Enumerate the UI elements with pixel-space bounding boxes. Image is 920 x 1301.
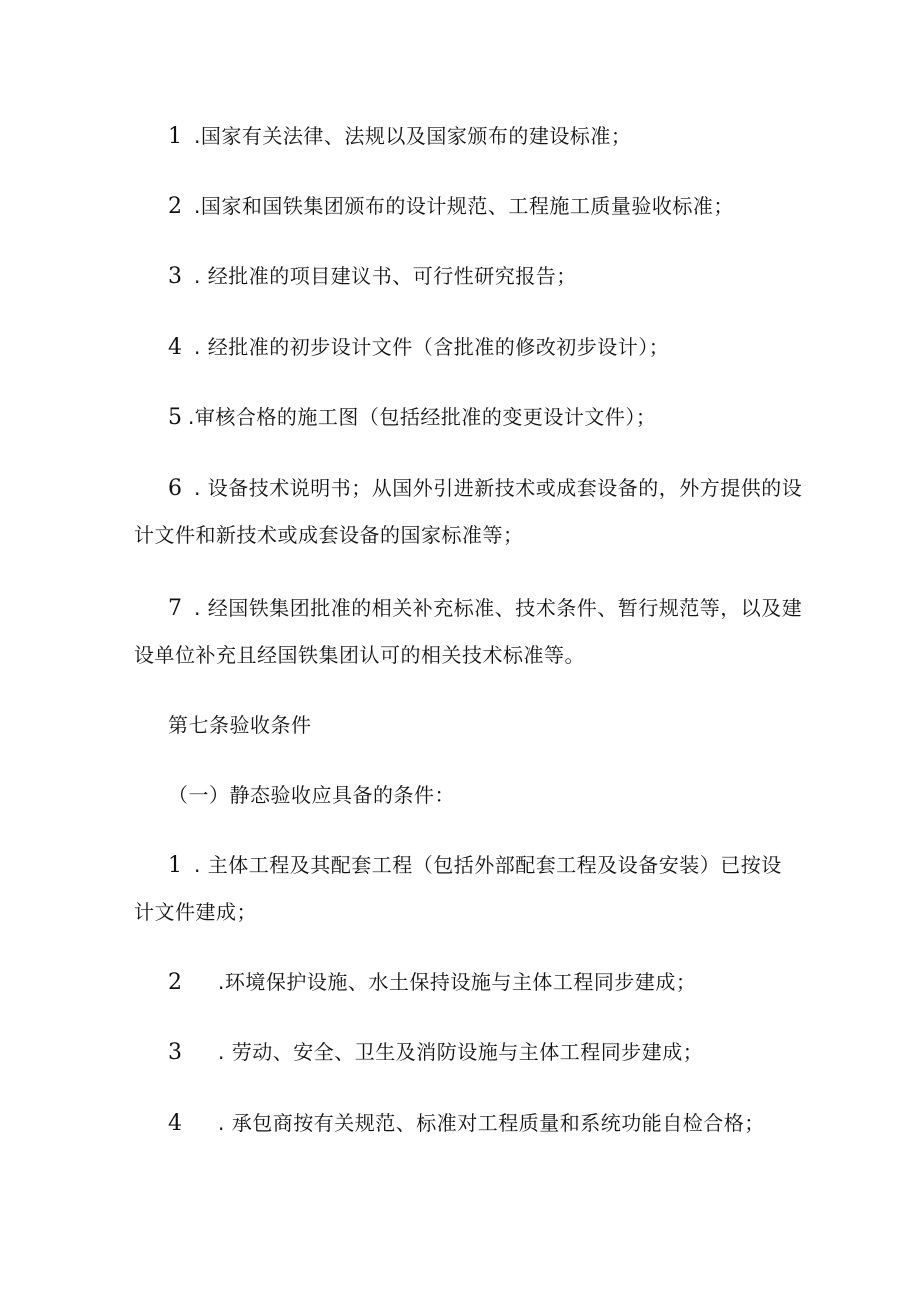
article-title: 第七条验收条件 [168, 713, 312, 737]
basis-item-3 [168, 262, 577, 291]
basis-item-6 [168, 474, 802, 503]
condition-item-1 [168, 851, 782, 880]
item-text: .审核合格的施工图（包括经批准的变更设计文件）； [188, 405, 657, 429]
item-text-continuation: 计文件建成； [134, 900, 257, 924]
item-text: . 经国铁集团批准的相关补充标准、技术条件、暂行规范等，以及建 [194, 596, 803, 620]
item-number: 3 [168, 1040, 183, 1065]
basis-item-4 [168, 333, 669, 362]
basis-item-1 [168, 122, 631, 151]
item-text-continuation: 计文件和新技术或成套设备的国家标准等； [134, 523, 524, 547]
item-number: 2 [168, 194, 183, 219]
item-number: 5 [168, 405, 183, 430]
item-number: 4 [168, 1111, 183, 1136]
item-text: .国家和国铁集团颁布的设计规范、工程施工质量验收标准； [194, 194, 734, 218]
basis-item-7 [168, 594, 802, 623]
item-number: 3 [168, 264, 183, 289]
item-text: . 设备技术说明书；从国外引进新技术或成套设备的，外方提供的设 [194, 476, 803, 500]
basis-item-7-continuation [134, 641, 585, 669]
item-text: . 劳动、安全、卫生及消防设施与主体工程同步建成； [218, 1040, 704, 1064]
item-number: 4 [168, 335, 183, 360]
condition-item-1-continuation [134, 898, 257, 926]
item-number: 1 [168, 853, 183, 878]
item-text: .国家有关法律、法规以及国家颁布的建设标准； [194, 124, 632, 148]
item-text: . 承包商按有关规范、标准对工程质量和系统功能自检合格； [218, 1111, 765, 1135]
item-number: 7 [168, 596, 183, 621]
item-number: 1 [168, 124, 183, 149]
item-number: 2 [168, 970, 183, 995]
section-title: （一）静态验收应具备的条件： [168, 783, 455, 807]
condition-item-4 [168, 1109, 765, 1138]
basis-item-2 [168, 192, 734, 221]
basis-item-6-continuation [134, 521, 524, 549]
condition-item-2 [168, 968, 696, 997]
item-text-continuation: 设单位补充且经国铁集团认可的相关技术标准等。 [134, 643, 585, 667]
condition-item-3 [168, 1038, 703, 1067]
item-text: . 经批准的项目建议书、可行性研究报告； [194, 264, 577, 288]
item-number: 6 [168, 476, 183, 501]
item-text: .环境保护设施、水土保持设施与主体工程同步建成； [218, 970, 697, 994]
item-text: . 经批准的初步设计文件（含批准的修改初步设计）； [194, 335, 670, 359]
basis-item-5 [168, 403, 656, 432]
item-text: . 主体工程及其配套工程（包括外部配套工程及设备安装）已按设 [194, 853, 782, 877]
